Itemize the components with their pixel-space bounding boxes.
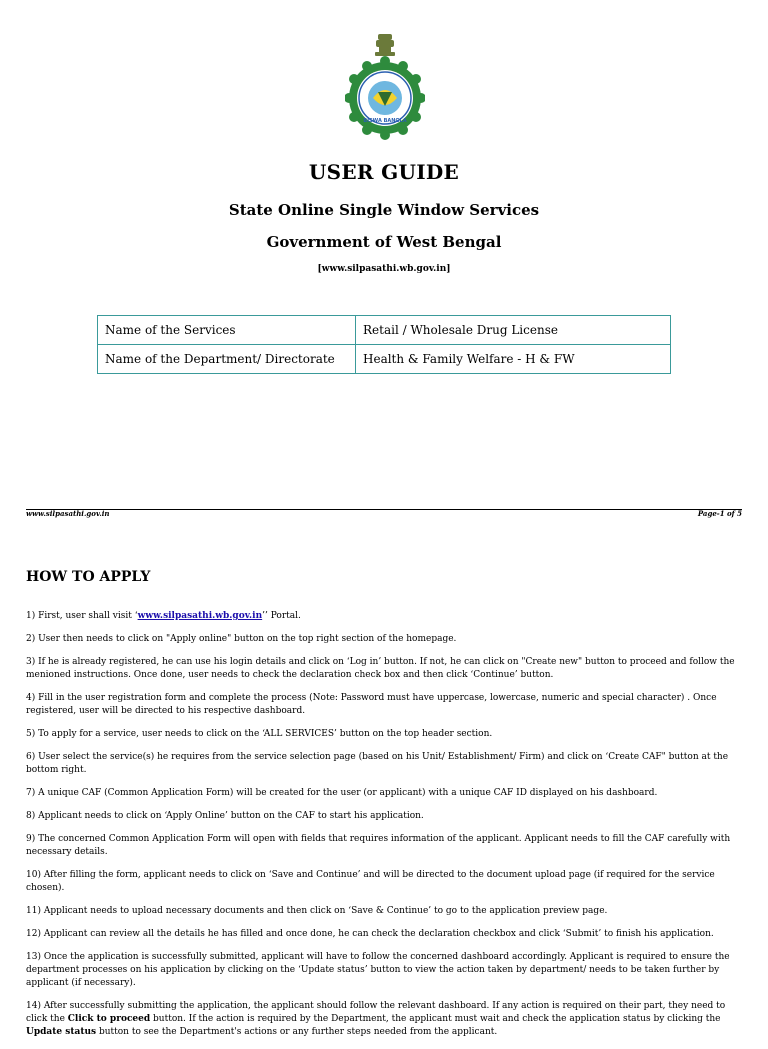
step-item: 14) After successfully submitting the application, the applicant should follow the relevant dashboard. If any action is required on their part, they need to click the Click to proceed button. If the action is required by the Department, the applicant must wait and check the application status by clicking the Update status button to see the Department's actions or any further steps needed from the applicant. [26, 1001, 726, 1037]
step-item: 11) Applicant needs to upload necessary documents and then click on ‘Save & Continue’ to go to the application preview page. [26, 906, 608, 916]
website-reference: [www.silpasathi.wb.gov.in] [317, 264, 451, 274]
government-name: Government of West Bengal [266, 233, 502, 251]
west-bengal-emblem-icon [345, 32, 425, 140]
portal-link[interactable]: www.silpasathi.wb.gov.in [137, 611, 263, 621]
footer-divider [26, 509, 742, 510]
department-label: Name of the Department/ Directorate [98, 345, 356, 374]
step-item: 7) A unique CAF (Common Application Form) will be created for the user (or applicant) with a unique CAF ID displayed on his dashboard. [26, 788, 658, 798]
step-item: 6) User select the service(s) he requires from the service selection page (based on his Unit/ Establishment/ Firm) and click on ‘Create CAF" button at the bottom right. [26, 752, 729, 775]
step-item: 5) To apply for a service, user needs to click on the ‘ALL SERVICES’ button on the top header section. [26, 729, 493, 739]
page-number: Page-1 of 5 [697, 509, 742, 518]
step-item: 8) Applicant needs to click on ‘Apply Online’ button on the CAF to start his application. [26, 811, 424, 821]
table-row [98, 316, 671, 345]
step-item: 4) Fill in the user registration form and complete the process (Note: Password must have uppercase, lowercase, numeric and special character) . Once registered, user will be directed to his respective dashboard. [26, 693, 717, 716]
step-item: 10) After filling the form, applicant needs to click on ‘Save and Continue’ and will be directed to the document upload page (if required for the service chosen). [26, 870, 715, 893]
document-subtitle: State Online Single Window Services [228, 201, 540, 219]
step-item: 12) Applicant can review all the details he has filled and once done, he can check the declaration checkbox and click ‘Submit’ to finish his application. [26, 929, 714, 939]
step-item: 9) The concerned Common Application Form will open with fields that requires information of the applicant. Applicant needs to fill the CAF carefully with necessary details. [26, 834, 731, 857]
step-item: 3) If he is already registered, he can use his login details and click on ‘Log in’ button. If not, he can click on "Create new" button to proceed and follow the menioned instructions. Once done, user needs to check the declaration check box and then click ‘Continue’ button. [26, 657, 735, 680]
service-name-label: Name of the Services [98, 316, 356, 345]
step-item: 2) User then needs to click on "Apply online" button on the top right section of the homepage. [26, 634, 457, 644]
document-title: USER GUIDE [308, 160, 460, 184]
step-item: 1) First, user shall visit ‘www.silpasathi.wb.gov.in’’ Portal. [26, 611, 301, 621]
how-to-apply-heading: HOW TO APPLY [26, 569, 151, 585]
steps-list [26, 610, 742, 1049]
footer-website: www.silpasathi.gov.in [26, 509, 110, 518]
department-value: Health & Family Welfare - H & FW [356, 345, 671, 374]
table-row [98, 345, 671, 374]
service-name-value: Retail / Wholesale Drug License [356, 316, 671, 345]
services-table [97, 315, 671, 374]
step-item: 13) Once the application is successfully submitted, applicant will have to follow the concerned dashboard accordingly. Applicant is required to ensure the department processes on his application by clicking on the ‘Update status’ button to view the action taken by department/ needs to be taken further by applicant (if necessary). [26, 952, 730, 988]
svg-text:BISWA BANGLA: BISWA BANGLA [363, 118, 407, 124]
